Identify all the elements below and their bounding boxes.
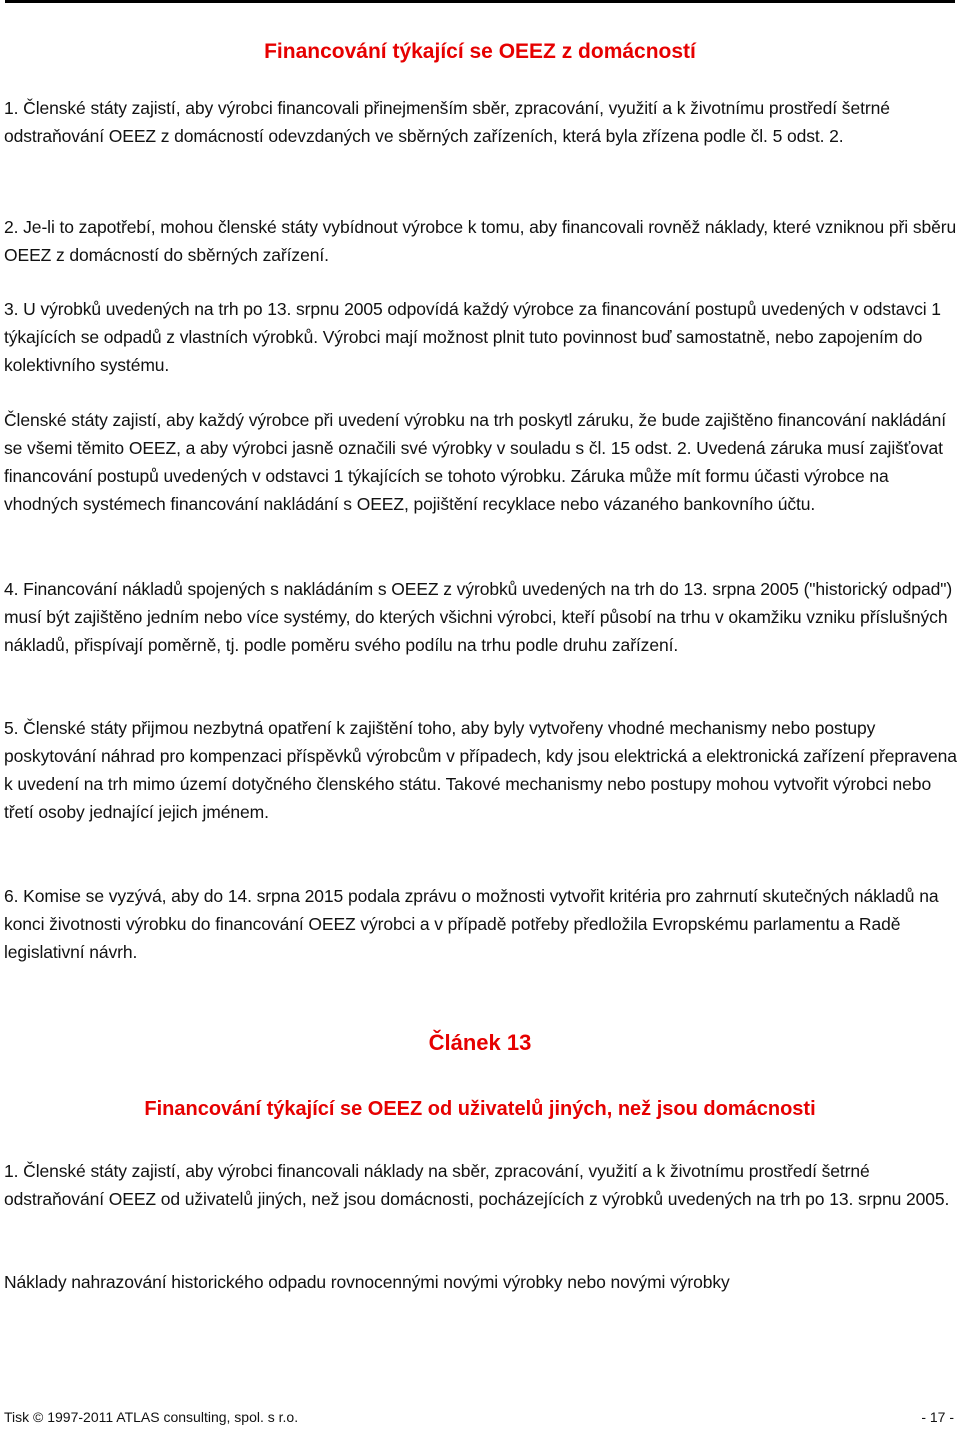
paragraph-6: 6. Komise se vyzývá, aby do 14. srpna 2015 podala zprávu o možnosti vytvořit kritéria pro zahrnutí skutečných nákladů na konci životnosti výrobku do financování OEEZ výrobci a v případě potřeby předložila Evropskému parlamentu a Radě legislativní návrh. <box>4 886 939 962</box>
article-paragraph-1: 1. Členské státy zajistí, aby výrobci financovali náklady na sběr, zpracování, využití a k životnímu prostředí šetrné odstraňování OEEZ od uživatelů jiných, než jsou domácnosti, pocházejících z výrobků uvedených na trh po 13. srpnu 2005. <box>4 1161 950 1209</box>
footer-copyright: Tisk © 1997-2011 ATLAS consulting, spol. s r.o. <box>4 1409 299 1425</box>
page-number: - 17 - <box>921 1409 954 1425</box>
paragraph-5: 5. Členské státy přijmou nezbytná opatření k zajištění toho, aby byly vytvořeny vhodné mechanismy nebo postupy poskytování náhrad pro kompenzaci příspěvků výrobcům v případech, kdy jsou elektrická a elektronická zařízení přepravena k uvedení na trh mimo území dotyčného členského státu. Takové mechanismy nebo postupy mohou vytvořit výrobci nebo třetí osoby jednající jejich jménem. <box>4 718 957 822</box>
article-title: Financování týkající se OEEZ od uživatelů jiných, než jsou domácnosti <box>144 1098 816 1120</box>
page-footer <box>4 1409 954 1429</box>
paragraph-4: 4. Financování nákladů spojených s nakládáním s OEEZ z výrobků uvedených na trh do 13. srpna 2005 ("historický odpad") musí být zajištěno jedním nebo více systémy, do kterých všichni výrobci, kteří působí na trhu v okamžiku vzniku příslušných nákladů, přispívají poměrně, tj. podle poměru svého podílu na trhu podle druhu zařízení. <box>4 579 953 655</box>
article-paragraph-2: Náklady nahrazování historického odpadu rovnocennými novými výrobky nebo novými výrobky <box>4 1272 730 1292</box>
top-rule <box>5 0 955 3</box>
paragraph-guarantee: Členské státy zajistí, aby každý výrobce při uvedení výrobku na trh poskytl záruku, že bude zajištěno financování nakládání se všemi těmito OEEZ, a aby výrobci jasně označili své výrobky v souladu s čl. 15 odst. 2. Uvedená záruka musí zajišťovat financování postupů uvedených v odstavci 1 týkajících se tohoto výrobku. Záruka může mít formu účasti výrobce na vhodných systémech financování nakládání s OEEZ, pojištění recyklace nebo vázaného bankovního účtu. <box>4 410 946 514</box>
paragraph-1: 1. Členské státy zajistí, aby výrobci financovali přinejmenším sběr, zpracování, využití a k životnímu prostředí šetrné odstraňování OEEZ z domácností odevzdaných ve sběrných zařízeních, která byla zřízena podle čl. 5 odst. 2. <box>4 98 890 146</box>
paragraph-3: 3. U výrobků uvedených na trh po 13. srpnu 2005 odpovídá každý výrobce za financování postupů uvedených v odstavci 1 týkajících se odpadů z vlastních výrobků. Výrobci mají možnost plnit tuto povinnost buď samostatně, nebo zapojením do kolektivního systému. <box>4 299 941 375</box>
article-heading: Článek 13 <box>428 1030 532 1055</box>
page-title: Financování týkající se OEEZ z domácností <box>264 40 696 63</box>
paragraph-2: 2. Je-li to zapotřebí, mohou členské státy vybídnout výrobce k tomu, aby financovali rovněž náklady, které vzniknou při sběru OEEZ z domácností do sběrných zařízení. <box>4 217 957 265</box>
